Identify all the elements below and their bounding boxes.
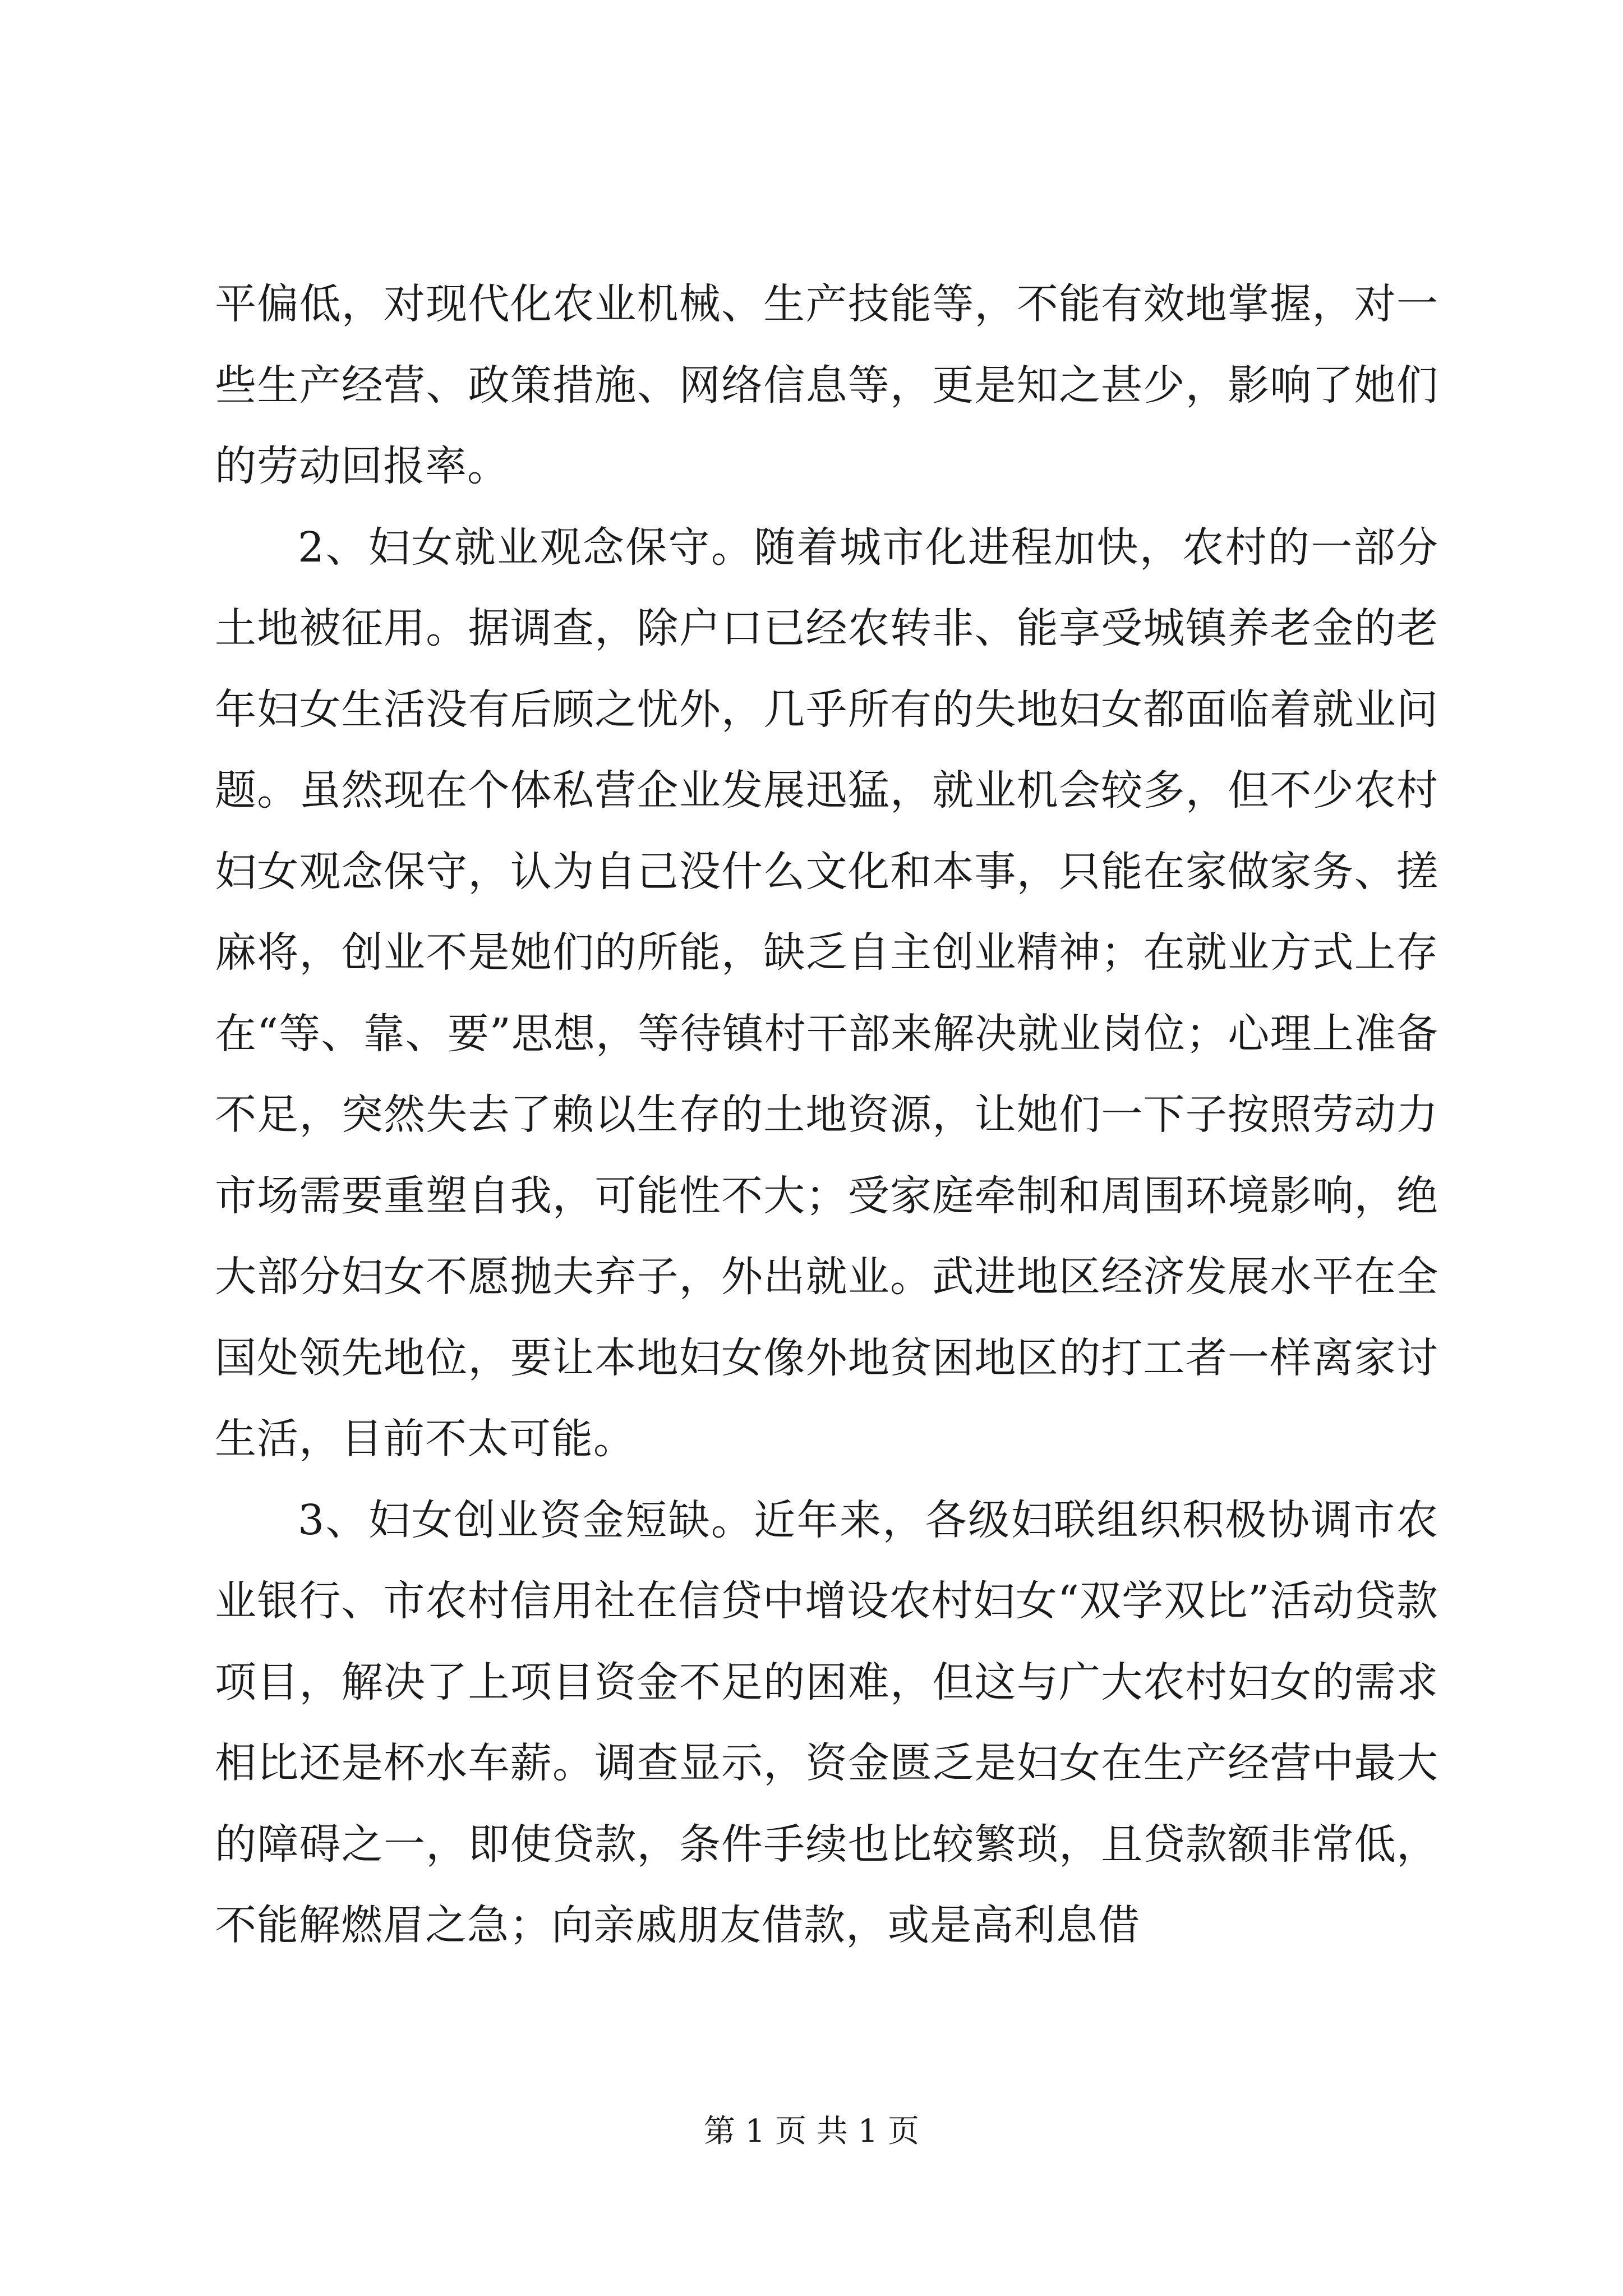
paragraph-continuation: 平偏低，对现代化农业机械、生产技能等，不能有效地掌握，对一些生产经营、政策措施、网络信息等，更是知之甚少，影响了她们的劳动回报率。	[215, 280, 1438, 490]
paragraph-employment-concept: 2、妇女就业观念保守。随着城市化进程加快，农村的一部分土地被征用。据调查，除户口已经农转非、能享受城镇养老金的老年妇女生活没有后顾之忧外，几乎所有的失地妇女都面临着就业问题。虽然现在个体私营企业发展迅猛，就业机会较多，但不少农村妇女观念保守，认为自己没什么文化和本事，只能在家做家务、搓麻将，创业不是她们的所能，缺乏自主创业精神；在就业方式上存在“等、靠、要”思想，等待镇村干部来解决就业岗位；心理上准备不足，突然失去了赖以生存的土地资源，让她们一下子按照劳动力市场需要重塑自我，可能性不大；受家庭牵制和周围环境影响，绝大部分妇女不愿抛夫弃子，外出就业。武进地区经济发展水平在全国处领先地位，要让本地妇女像外地贫困地区的打工者一样离家讨生活，目前不太可能。	[215, 523, 1438, 1463]
paragraph-funding-shortage: 3、妇女创业资金短缺。近年来，各级妇联组织积极协调市农业银行、市农村信用社在信贷中增设农村妇女“双学双比”活动贷款项目，解决了上项目资金不足的困难，但这与广大农村妇女的需求相比还是杯水车薪。调查显示，资金匮乏是妇女在生产经营中最大的障碍之一，即使贷款，条件手续也比较繁琐，且贷款额非常低，不能解燃眉之急；向亲戚朋友借款，或是高利息借	[215, 1496, 1438, 1949]
document-body	[215, 264, 1438, 1966]
page-footer: 第 1 页 共 1 页	[703, 2113, 920, 2150]
